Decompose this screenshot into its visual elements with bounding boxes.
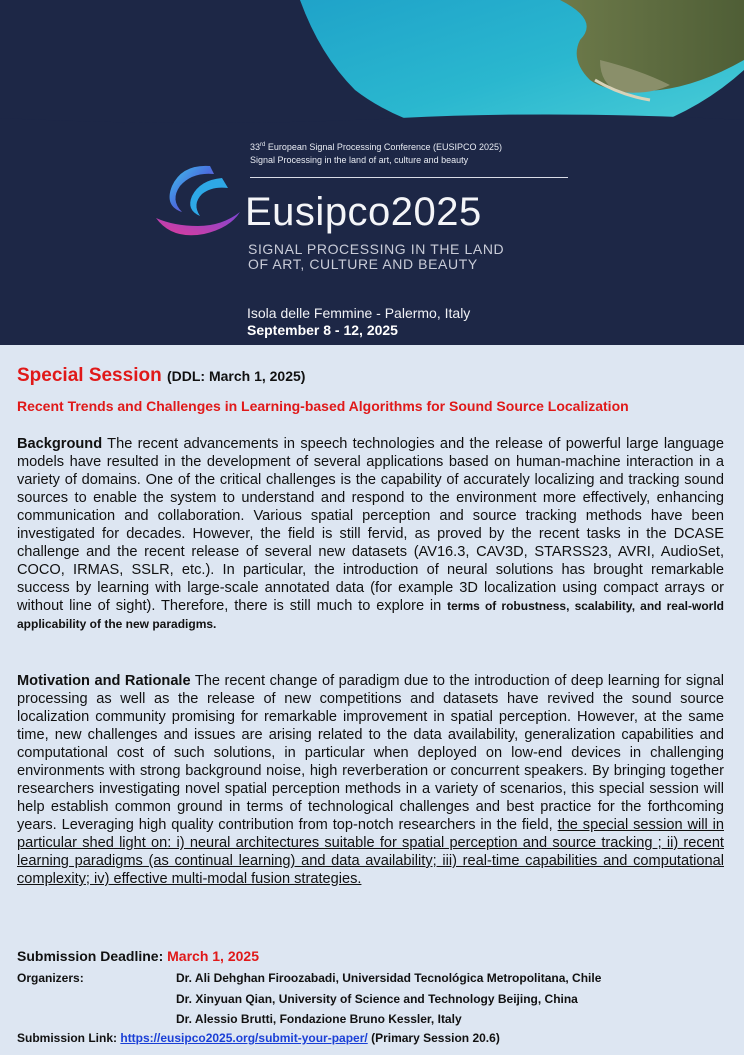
organizer-2: Dr. Xinyuan Qian, University of Science and Technology Beijing, China [176,992,578,1006]
conference-line-2: Signal Processing in the land of art, culture and beauty [250,155,469,165]
eusipco-logo-icon [152,160,248,244]
conference-dates: September 8 - 12, 2025 [247,322,398,338]
background-tail: terms of robustness, scalability, and real-world applicability of the new paradigms. [17,599,724,631]
deadline-label: Submission Deadline: [17,948,164,964]
deadline-value: March 1, 2025 [167,948,259,964]
session-content [0,347,744,1055]
motivation-text: The recent change of paradigm due to the introduction of deep learning for signal processing as well as the release of new competitions and datasets have revived the sound source localization community promising for remarkable improvement in spatial perception. However, at the same time, new challenges and issues are arising related to the data availability, generalization capabilities and computational cost of such solutions, in particular when deployed on low-end devices in challenging environments with strong background noise, high reverberation or concurrent speakers. By bringing together researchers investigating novel spatial perception methods in a variety of scenarios, this special session will help establish common ground in terms of technological challenges and best practice for the forthcoming years. Leveraging high quality contribution from top-notch researchers in the field, [17,673,724,833]
background-paragraph [17,435,724,633]
divider [250,177,568,178]
session-label: Special Session [17,365,162,386]
organizers-label: Organizers: [17,971,84,985]
organizer-1: Dr. Ali Dehghan Firoozabadi, Universidad Tecnológica Metropolitana, Chile [176,971,602,985]
brand-wordmark: Eusipco2025 [245,190,482,234]
organizer-3: Dr. Alessio Brutti, Fondazione Bruno Kessler, Italy [176,1012,462,1026]
header-banner [0,0,744,345]
background-text: The recent advancements in speech technologies and the release of powerful large language models have resulted in the development of several applications based on human-machine interaction in a variety of domains. One of the critical challenges is the capability of accurately localizing and tracking sound sources to enable the system to understand and respond to the environment more effectively, enhancing communication and collaboration. Various spatial perception and source tracking methods have been investigated for decades. However, the field is still fervid, as proved by the recent tasks in the DCASE challenge and the recent release of several new datasets (AV16.3, CAV3D, STARSS23, AVRI, AudioSet, COCO, IRMAS, SSLR, etc.). In particular, the introduction of neural solutions has brought remarkable success by learning with large-scale annotated data (for example 3D localization using compact arrays or without line of sight). Therefore, there is still much to explore in [17,436,724,614]
tagline-line-2: OF ART, CULTURE AND BEAUTY [248,256,478,272]
session-ddl: (DDL: March 1, 2025) [166,368,306,384]
location: Isola delle Femmine - Palermo, Italy [247,305,471,321]
primary-session: (Primary Session 20.6) [371,1031,500,1045]
tagline-line-1: SIGNAL PROCESSING IN THE LAND [248,241,505,257]
submission-link[interactable]: https://eusipco2025.org/submit-your-paper/ [120,1031,368,1045]
motivation-underlined: the special session will in particular shed light on: i) neural architectures suitable for spatial perception and source tracking ; ii) recent learning paradigms (as continual learning) and data availability; iii) real-time capabilities and computational complexity; iv) effective multi-modal fusion strategies. [17,817,724,887]
submission-deadline [17,948,259,964]
motivation-paragraph [17,672,724,888]
session-heading [17,365,305,387]
submission-link-row [17,1031,500,1045]
submission-link-label: Submission Link: [17,1031,118,1045]
background-heading: Background [17,436,103,452]
conference-line-1: 33rd European Signal Processing Conference (EUSIPCO 2025) [250,142,502,152]
session-title: Recent Trends and Challenges in Learning-based Algorithms for Sound Source Localization [17,398,629,414]
motivation-heading: Motivation and Rationale [17,673,191,689]
